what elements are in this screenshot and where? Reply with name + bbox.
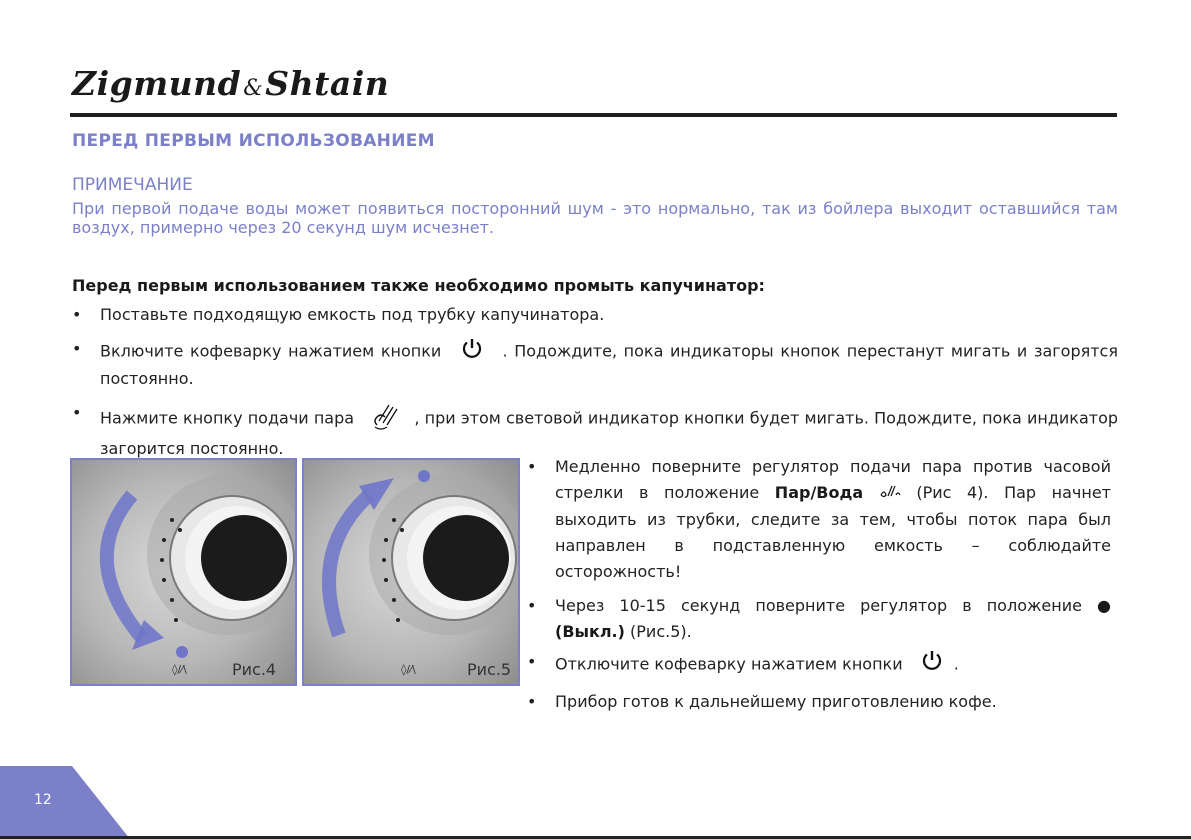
steps-list-2 (527, 454, 1111, 723)
step-text: Отключите кофеварку нажатием кнопки (555, 654, 903, 673)
step-text: Прибор готов к дальнейшему приготовлению кофе. (555, 691, 997, 711)
list-item (72, 337, 1118, 390)
step-text: . Подождите, пока индикаторы кнопок перестанут мигать и загорятся постоянно. (100, 341, 1118, 388)
list-item (72, 401, 1118, 460)
power-icon (460, 337, 484, 367)
list-item (527, 649, 1111, 681)
step-text: . (953, 654, 959, 673)
brand-part2: Shtain (265, 64, 390, 103)
page-corner-tab (0, 766, 130, 839)
step-text: Включите кофеварку нажатием кнопки (100, 341, 442, 361)
figure-caption: Рис.5 (467, 660, 512, 679)
step-bold: Пар/Вода (774, 483, 864, 502)
list-item (72, 303, 1118, 326)
step-text: (Рис 4). Пар начнет выходить из трубки, следите за тем, чтобы поток пара был направлен в подставленную емкость – соблюдайте осторожность! (555, 483, 1111, 581)
step-text: Медленно поверните регулятор подачи пара против часовой стрелки в положение (555, 457, 1111, 502)
list-item (527, 689, 1111, 715)
step-text: Поставьте подходящую емкость под трубку капучинатора. (100, 305, 605, 324)
list-item (527, 454, 1111, 585)
note-title: ПРИМЕЧАНИЕ (72, 175, 193, 195)
intro-heading: Перед первым использованием также необходимо промыть капучинатор: (72, 276, 765, 295)
section-title: ПЕРЕД ПЕРВЫМ ИСПОЛЬЗОВАНИЕМ (72, 131, 435, 151)
header-rule (70, 113, 1117, 117)
steam-water-mark: ◊/⁄\ (172, 663, 187, 676)
steam-water-icon (879, 481, 901, 507)
brand-logo (72, 64, 389, 103)
knob-illustration (304, 460, 520, 686)
steam-icon (371, 401, 399, 437)
steps-list (72, 303, 1118, 471)
step-text: Нажмите кнопку подачи пара (100, 408, 355, 428)
figure-4 (70, 458, 297, 686)
figure-caption: Рис.4 (232, 660, 277, 679)
steam-water-mark: ◊/⁄\ (401, 663, 416, 676)
brand-part1: Zigmund (72, 64, 242, 103)
list-item (527, 593, 1111, 645)
step-text: (Рис.5). (624, 621, 692, 641)
step-bold: ● (Выкл.) (555, 595, 1111, 641)
brand-ampersand: & (243, 76, 264, 101)
page-number: 12 (34, 792, 52, 808)
figure-5 (302, 458, 520, 686)
step-text: Через 10-15 секунд поверните регулятор в положение (555, 595, 1098, 615)
power-icon (920, 649, 944, 681)
knob-illustration (72, 460, 297, 686)
note-text: При первой подаче воды может появиться посторонний шум - это нормально, так из бойлера выходит оставшийся там воздух, примерно через 20 секунд шум исчезнет. (72, 199, 1118, 237)
step-text: , при этом световой индикатор кнопки будет мигать. Подождите, пока индикатор загорится постоянно. (100, 408, 1119, 458)
